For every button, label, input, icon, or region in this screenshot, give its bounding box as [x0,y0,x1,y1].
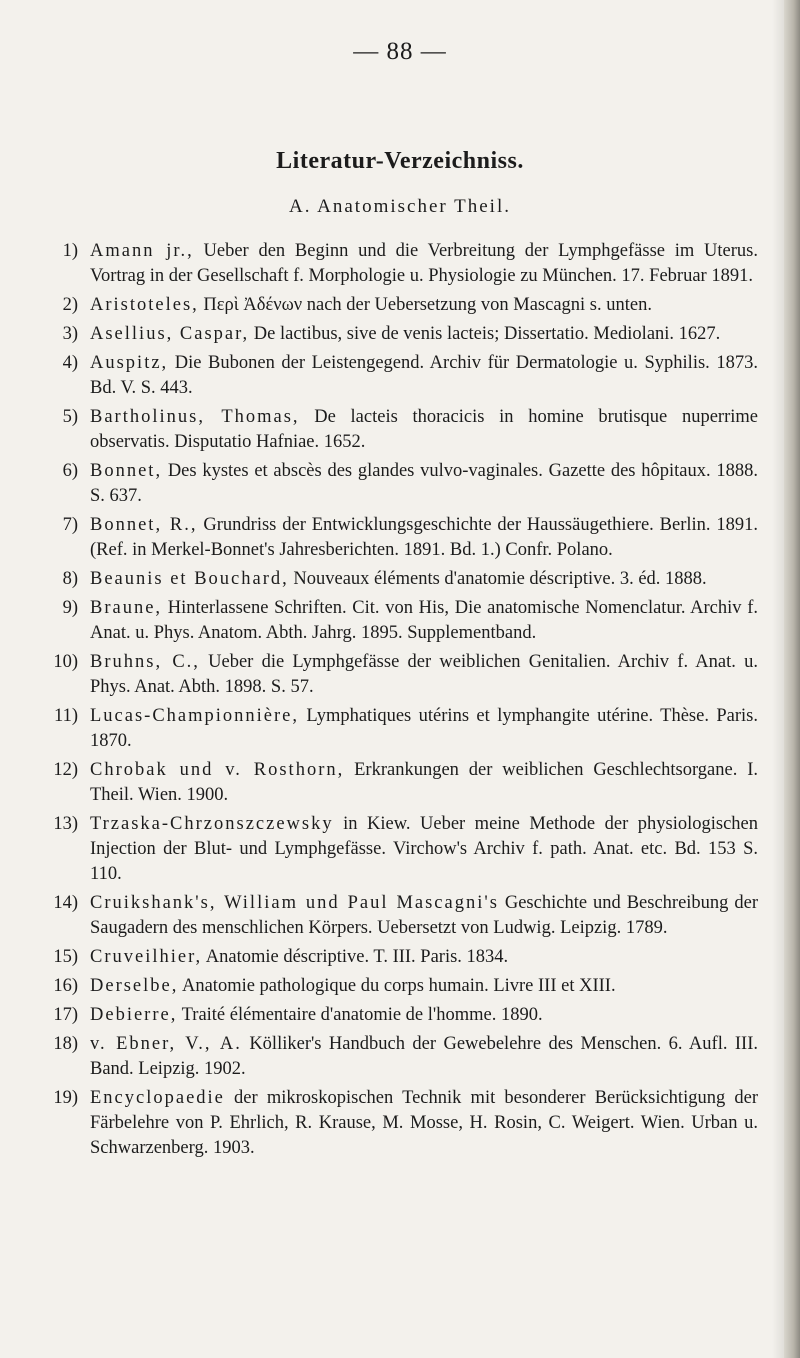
reference-number: 16) [53,976,78,996]
reference-author: Auspitz, [90,353,169,373]
reference-text: Die Bubonen der Leistengegend. Archiv für Dermatologie u. Syphilis. 1873. Bd. V. S. 443. [90,353,758,398]
reference-item [38,513,758,563]
reference-number: 12) [53,760,78,780]
reference-item [38,758,758,808]
reference-text: Erkrankungen der weiblichen Geschlechtsorgane. I. Theil. Wien. 1900. [90,760,758,805]
reference-item [38,891,758,941]
reference-text: De lacteis thoracicis in homine brutisque nuperrime observatis. Disputatio Hafniae. 1652. [90,407,758,452]
reference-item [38,812,758,887]
reference-author: Asellius, Caspar, [90,324,250,344]
page-number: — 88 — [353,38,447,65]
reference-text: Grundriss der Entwicklungsgeschichte der Haussäugethiere. Berlin. 1891. (Ref. in Merkel-Bonnet's Jahresberichten. 1891. Bd. 1.) Confr. Polano. [90,515,759,560]
reference-number: 2) [62,295,78,315]
reference-text: Hinterlassene Schriften. Cit. von His, Die anatomische Nomenclatur. Archiv f. Anat. u. Phys. Anatom. Abth. Jahrg. 1895. Supplementband. [90,598,758,643]
reference-text: Lymphatiques utérins et lymphangite utérine. Thèse. Paris. 1870. [90,706,758,751]
reference-number: 7) [62,515,78,535]
reference-author: Bartholinus, Thomas, [90,407,300,427]
reference-text: Geschichte und Beschreibung der Saugadern des menschlichen Körpers. Uebersetzt von Ludwig. Leipzig. 1789. [90,893,758,938]
reference-item [38,1086,758,1161]
section-subtitle: A. Anatomischer Theil. [288,196,511,217]
reference-text: Anatomie pathologique du corps humain. Livre III et XIII. [178,976,616,996]
reference-item [38,945,758,970]
reference-list [38,239,758,1165]
reference-text: Kölliker's Handbuch der Gewebelehre des Menschen. 6. Aufl. III. Band. Leipzig. 1902. [90,1034,758,1079]
reference-text: Traité élémentaire d'anatomie de l'homme. 1890. [177,1005,543,1025]
reference-author: Bonnet, [90,461,163,481]
reference-text: De lactibus, sive de venis lacteis; Dissertatio. Mediolani. 1627. [249,324,721,344]
reference-author: Debierre, [90,1005,178,1025]
reference-number: 14) [53,893,78,913]
reference-text: Anatomie déscriptive. T. III. Paris. 1834. [202,947,509,967]
reference-author: Bruhns, C., [90,652,200,672]
reference-author: Aristoteles, [90,295,199,315]
reference-number: 1) [62,241,78,261]
reference-author: Derselbe, [90,976,179,996]
reference-item [38,974,758,999]
reference-number: 6) [62,461,78,481]
reference-number: 8) [62,569,78,589]
reference-author: Braune, [90,598,163,618]
reference-number: 9) [62,598,78,618]
reference-text: Des kystes et abscès des glandes vulvo-vaginales. Gazette des hôpitaux. 1888. S. 637. [90,461,758,506]
reference-item [38,239,758,289]
reference-number: 13) [53,814,78,834]
reference-text: Περὶ Ἀδένων nach der Uebersetzung von Mascagni s. unten. [198,295,652,315]
reference-number: 4) [62,353,78,373]
reference-number: 17) [53,1005,78,1025]
reference-number: 3) [62,324,78,344]
reference-text: Ueber die Lymphgefässe der weiblichen Genitalien. Archiv f. Anat. u. Phys. Anat. Abth. 1898. S. 57. [90,652,758,697]
reference-number: 18) [53,1034,78,1054]
reference-item [38,1032,758,1082]
reference-number: 11) [54,706,78,726]
reference-number: 5) [62,407,78,427]
reference-item [38,596,758,646]
reference-number: 15) [53,947,78,967]
reference-item [38,293,758,318]
reference-number: 19) [53,1088,78,1108]
reference-item [38,567,758,592]
reference-author: Cruikshank's, William und Paul Mascagni's [90,893,499,913]
reference-author: Bonnet, R., [90,515,198,535]
reference-author: Cruveilhier, [90,947,203,967]
reference-author: Encyclopaedie [90,1088,225,1108]
reference-item [38,351,758,401]
reference-number: 10) [53,652,78,672]
reference-item [38,704,758,754]
reference-text: Nouveaux éléments d'anatomie déscriptive. 3. éd. 1888. [288,569,707,589]
reference-item [38,322,758,347]
reference-author: v. Ebner, V., A. [90,1034,242,1054]
reference-item [38,650,758,700]
reference-item [38,1003,758,1028]
reference-item [38,405,758,455]
reference-author: Lucas-Championnière, [90,706,300,726]
reference-text: in Kiew. Ueber meine Methode der physiologischen Injection der Blut- und Lymphgefässe. Virchow's Archiv f. path. Anat. etc. Bd. 153 S. 110. [90,814,758,884]
reference-item [38,459,758,509]
reference-text: Ueber den Beginn und die Verbreitung der Lymphgefässe im Uterus. Vortrag in der Gesellschaft f. Morphologie u. Physiologie zu München. 17. Februar 1891. [90,241,758,286]
reference-author: Trzaska-Chrzonszczewsky [90,814,334,834]
reference-author: Beaunis et Bouchard, [90,569,289,589]
reference-author: Amann jr., [90,241,194,261]
page-title: Literatur-Verzeichniss. [276,148,524,174]
reference-text: der mikroskopischen Technik mit besonderer Berücksichtigung der Färbelehre von P. Ehrlich, R. Krause, M. Mosse, H. Rosin, C. Weigert. Wien. Urban u. Schwarzenberg. 1903. [90,1088,758,1158]
reference-author: Chrobak und v. Rosthorn, [90,760,345,780]
